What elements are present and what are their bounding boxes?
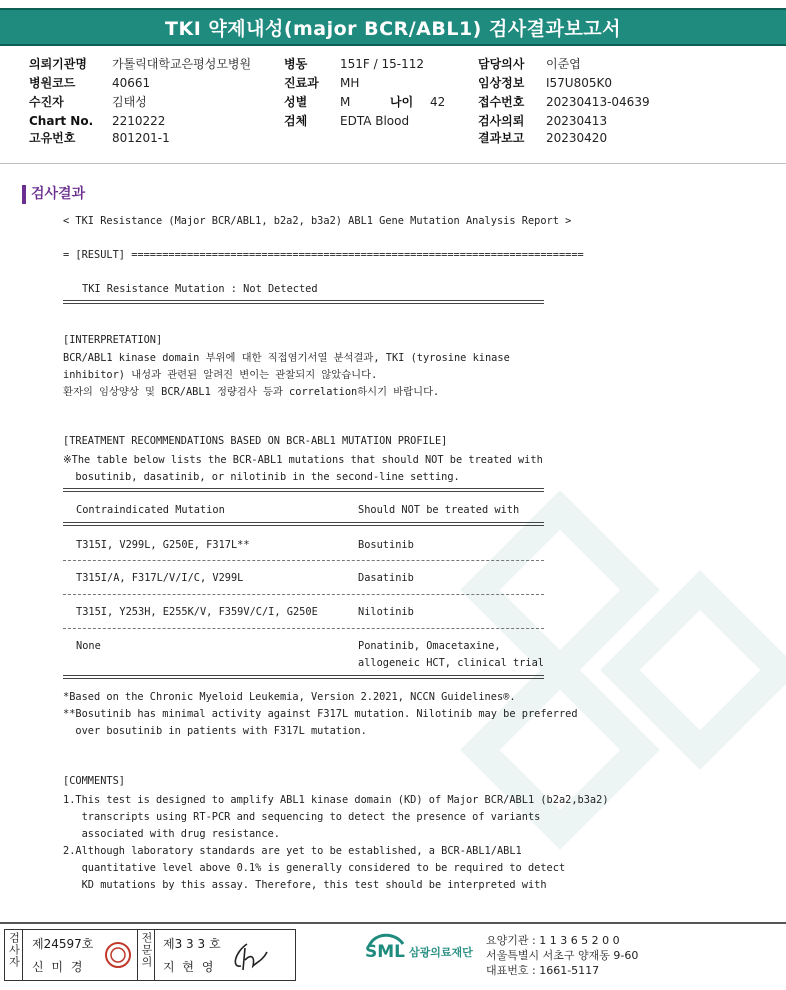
signature-icon [227,938,273,974]
value-department: MH [340,76,360,90]
section-title-results: 검사결과 [22,185,85,204]
label-report-date: 결과보고 [478,131,525,145]
org-logo [365,932,473,962]
value-age: 42 [430,95,446,109]
reviewer-no: 제3 3 3 호 [163,937,221,951]
footer-divider [0,922,786,924]
result-label: = [RESULT] ========================================================================= [63,249,584,261]
org-logo-text: SML [365,942,405,962]
comment-line: KD mutations by this assay. Therefore, this test should be interpreted with [63,879,547,891]
value-sex: M [340,95,351,109]
report-heading: < TKI Resistance (Major BCR/ABL1, b2a2, b3a2) ABL1 Gene Mutation Analysis Report > [63,215,572,227]
comment-line: quantitative level above 0.1% is generally considered to be required to detect [63,862,566,874]
table-row-drug-2: allogeneic HCT, clinical trial [358,657,544,669]
reviewer-label-text: 전문의 [140,932,153,968]
report-title-bar [0,8,786,46]
label-sex: 성별 [284,95,308,109]
interpretation-line: 환자의 임상양상 및 BCR/ABL1 정량검사 등과 correlation하시기 바랍니다. [63,386,440,398]
value-clinical-info: I57U805K0 [546,76,612,90]
footnote-line: **Bosutinib has minimal activity against F317L mutation. Nilotinib may be preferred [63,708,578,720]
org-address: 서울특별시 서초구 양재동 9-60 [486,949,639,962]
table-row-drug: Bosutinib [358,539,414,551]
value-ward: 151F / 15-112 [340,57,424,71]
examiner-label-text: 검사자 [7,932,21,968]
org-code: 요양기관 : 1 1 3 6 5 2 0 0 [486,934,620,947]
footnote-line: over bosutinib in patients with F317L mutation. [63,725,367,737]
result-rule [63,300,544,304]
org-contact [486,933,638,978]
footnotes [63,689,578,740]
value-hospital-code: 40661 [112,76,151,90]
table-header-drug: Should NOT be treated with [358,504,520,516]
treatment-note-line: ※The table below lists the BCR-ABL1 mutations that should NOT be treated with [63,454,543,466]
label-unique-no: 고유번호 [29,131,76,145]
table-header-rule [63,522,544,526]
table-row-drug: Nilotinib [358,606,414,618]
label-clinical-info: 임상정보 [478,76,525,90]
table-row-rule [63,560,544,561]
interpretation-line: inhibitor) 내성과 관련된 알려진 변이는 관찰되지 않았습니다. [63,369,378,381]
seal-stamp-icon [103,940,133,970]
report-title: TKI 약제내성(major BCR/ABL1) 검사결과보고서 [165,17,621,40]
org-name: 삼광의료재단 [409,946,473,959]
value-report-date: 20230420 [546,131,608,145]
org-phone: 대표번호 : 1661-5117 [486,964,600,977]
comment-line: transcripts using RT-PCR and sequencing to detect the presence of variants [63,811,541,823]
value-institution: 가톨릭대학교은평성모병원 [112,57,252,71]
table-top-rule [63,488,544,492]
value-receipt-no: 20230413-04639 [546,95,650,109]
table-row-rule [63,594,544,595]
table-row-mutation: None [76,640,101,652]
table-header-mutation: Contraindicated Mutation [76,504,225,516]
comments-text [63,792,609,894]
label-institution: 의뢰기관명 [29,57,87,71]
examiner-label [5,930,23,980]
table-row-mutation: T315I, V299L, G250E, F317L** [76,539,250,551]
header-divider [0,163,786,164]
value-doctor: 이준엽 [546,57,581,71]
examiner-no: 제24597호 [32,937,94,951]
label-chart-no: Chart No. [29,114,94,128]
value-specimen: EDTA Blood [340,114,410,128]
treatment-title: [TREATMENT RECOMMENDATIONS BASED ON BCR-ABL1 MUTATION PROFILE] [63,435,448,447]
footnote-line: *Based on the Chronic Myeloid Leukemia, Version 2.2021, NCCN Guidelines®. [63,691,516,703]
interpretation-text [63,350,510,401]
label-receipt-no: 접수번호 [478,95,525,109]
table-row-mutation: T315I, Y253H, E255K/V, F359V/C/I, G250E [76,606,318,618]
value-request-date: 20230413 [546,114,608,128]
table-row-drug: Ponatinib, Omacetaxine, [358,640,501,652]
examiner-name: 신 미 경 [32,960,85,974]
interpretation-title: [INTERPRETATION] [63,334,163,346]
table-bottom-rule [63,675,544,679]
label-request-date: 검사의뢰 [478,114,525,128]
comment-line: 2.Although laboratory standards are yet to be established, a BCR-ABL1/ABL1 [63,845,522,857]
table-row-rule [63,628,544,629]
label-ward: 병동 [284,57,308,71]
interpretation-line: BCR/ABL1 kinase domain 부위에 대한 직접염기서열 분석결과, TKI (tyrosine kinase [63,352,510,364]
label-hospital-code: 병원코드 [29,76,76,90]
value-chart-no: 2210222 [112,114,166,128]
label-doctor: 담당의사 [478,57,525,71]
treatment-note [63,452,543,486]
label-department: 진료과 [284,76,319,90]
result-text: TKI Resistance Mutation : Not Detected [82,283,318,295]
table-row-mutation: T315I/A, F317L/V/I/C, V299L [76,572,244,584]
comment-line: 1.This test is designed to amplify ABL1 kinase domain (KD) of Major BCR/ABL1 (b2a2,b3a2) [63,794,609,806]
header-col-1 [29,57,251,146]
treatment-note-line: bosutinib, dasatinib, or nilotinib in the second-line setting. [63,471,460,483]
signature-box [4,929,296,981]
label-patient: 수진자 [29,95,64,109]
table-row-drug: Dasatinib [358,572,414,584]
value-unique-no: 801201-1 [112,131,170,145]
comments-title: [COMMENTS] [63,775,125,787]
comment-line: associated with drug resistance. [63,828,280,840]
header-col-2 [284,57,445,129]
value-patient: 김태성 [112,95,147,109]
label-specimen: 검체 [284,114,308,128]
header-col-3 [478,57,650,146]
label-age: 나이 [390,95,414,109]
reviewer-label [137,930,155,980]
reviewer-name: 지 현 영 [163,960,216,974]
